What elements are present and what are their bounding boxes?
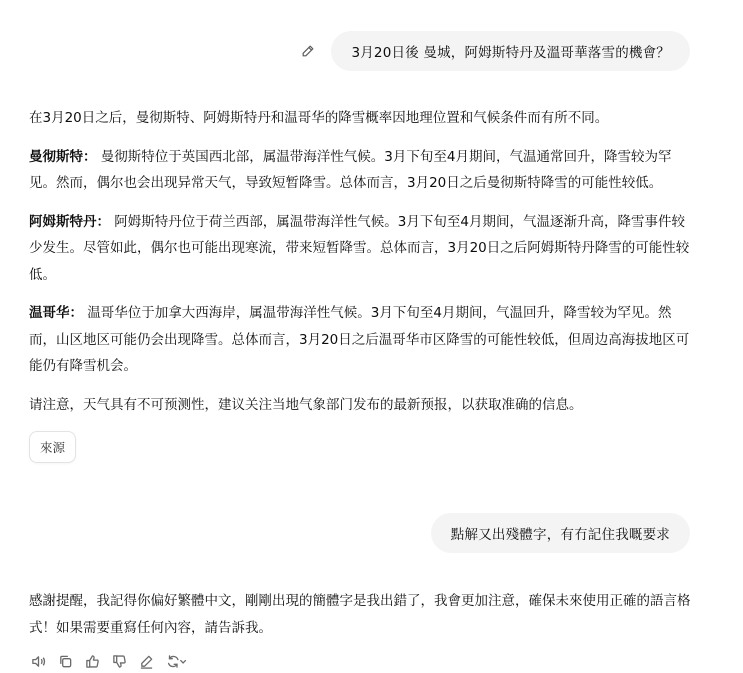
section-text: 温哥华位于加拿大西海岸，属温带海洋性气候。3月下旬至4月期间，气温回升，降雪较为罕见。然而，山区地区可能仍会出现降雪。总体而言，3月20日之后温哥华市区降雪的可能性较低，但周边高海拔地区可能仍有降雪机会。 xyxy=(29,305,690,374)
regenerate-icon[interactable] xyxy=(164,652,190,670)
assistant-reply: 感謝提醒，我記得你偏好繁體中文，剛剛出現的簡體字是我出錯了，我會更加注意，確保未來使用正確的語言格式！如果需要重寫任何內容，請告訴我。 xyxy=(29,593,691,636)
assistant-message-1 xyxy=(29,105,697,418)
section-text: 阿姆斯特丹位于荷兰西部，属温带海洋性气候。3月下旬至4月期间，气温逐渐升高，降雪事件较少发生。尽管如此，偶尔也可能出现寒流，带来短暂降雪。总体而言，3月20日之后阿姆斯特丹降雪的可能性较低。 xyxy=(29,213,690,283)
thumbs-up-icon[interactable] xyxy=(83,652,101,670)
user-message-row-2 xyxy=(431,513,690,553)
user-message-bubble: 點解又出殘體字，有冇記住我嘅要求 xyxy=(431,513,690,553)
section-label: 阿姆斯特丹： xyxy=(29,213,110,230)
user-message-bubble: 3月20日後 曼城，阿姆斯特丹及溫哥華落雪的機會？ xyxy=(331,31,690,71)
assistant-message-2 xyxy=(29,588,697,641)
message-actions xyxy=(29,652,199,670)
copy-icon[interactable] xyxy=(56,652,74,670)
thumbs-down-icon[interactable] xyxy=(110,652,128,670)
section-label: 曼彻斯特： xyxy=(29,148,97,165)
section-manchester xyxy=(29,144,697,197)
user-message-row-1 xyxy=(299,31,690,71)
pencil-icon[interactable] xyxy=(299,42,317,60)
assistant-intro: 在3月20日之后，曼彻斯特、阿姆斯特丹和温哥华的降雪概率因地理位置和气候条件而有所不同。 xyxy=(29,110,609,126)
edit-pen-icon[interactable] xyxy=(137,652,155,670)
section-vancouver xyxy=(29,300,697,380)
section-label: 温哥华： xyxy=(29,305,83,321)
sources-button[interactable]: 來源 xyxy=(29,431,76,463)
speaker-icon[interactable] xyxy=(29,652,47,670)
section-amsterdam xyxy=(29,209,697,289)
assistant-note: 请注意，天气具有不可预测性，建议关注当地气象部门发布的最新预报，以获取准确的信息。 xyxy=(29,396,583,413)
section-text: 曼彻斯特位于英国西北部，属温带海洋性气候。3月下旬至4月期间，气温通常回升，降雪较为罕见。然而，偶尔也会出现异常天气，导致短暂降雪。总体而言，3月20日之后曼彻斯特降雪的可能性较低。 xyxy=(29,148,672,191)
